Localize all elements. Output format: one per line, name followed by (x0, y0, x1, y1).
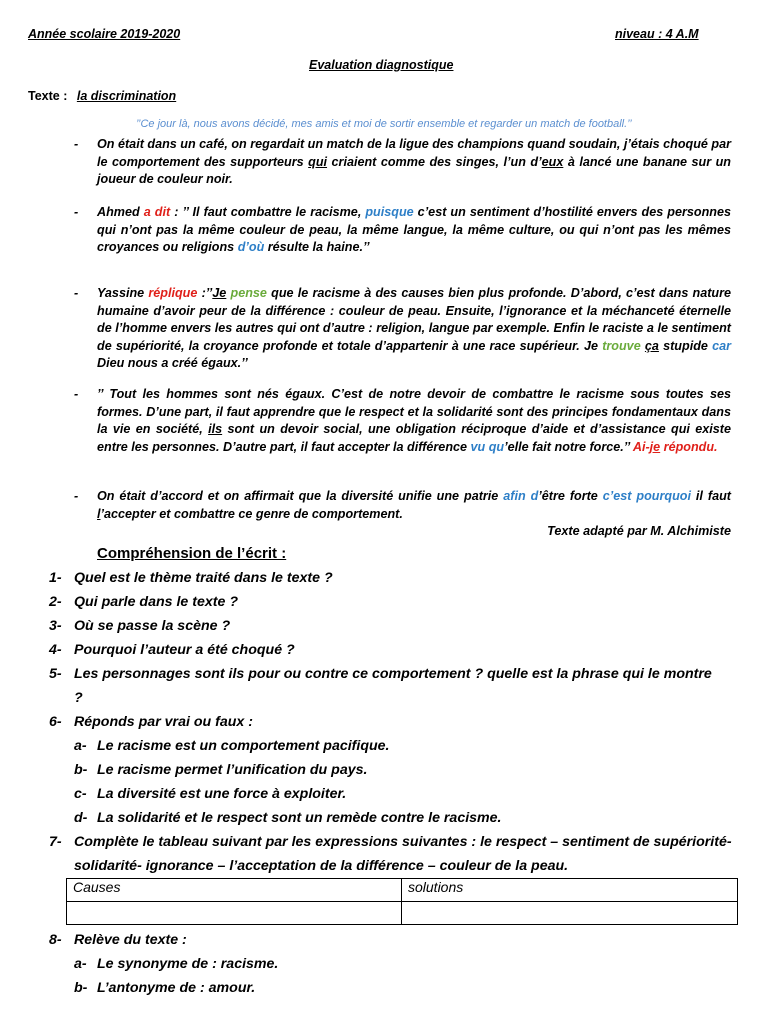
level: niveau : 4 A.M (615, 27, 699, 41)
bullet-dash: - (74, 387, 79, 401)
q8-item-a: Le synonyme de : racisme. (97, 956, 279, 972)
question-number: 6- (49, 714, 62, 730)
texte-title: la discrimination (76, 89, 177, 103)
bullet-dash: - (74, 286, 79, 300)
paragraph-5: On était d’accord et on affirmait que la diversité unifie une patrie afin d’être forte c’est pourquoi il faut l’accepter et combattre ce genre de comportement. (97, 489, 731, 521)
paragraph-1: On était dans un café, on regardait un match de la ligue des champions quand soudain, j’étais choqué par le comportement des supporteurs qui criaient comme des singes, l’un d’eux à lancé une banane sur un joueur de couleur noir. (97, 137, 732, 186)
q6-item-d: La solidarité et le respect sont un remède contre le racisme. (97, 810, 502, 826)
option-letter: d- (74, 810, 88, 826)
question-number: 1- (49, 570, 62, 586)
text-label (28, 89, 176, 103)
question-3: Où se passe la scène ? (74, 618, 231, 634)
table-cell-solutions[interactable] (402, 902, 738, 925)
option-letter: a- (74, 738, 87, 754)
q6-item-b: Le racisme permet l’unification du pays. (97, 762, 368, 778)
bullet-dash: - (74, 489, 79, 503)
question-number: 3- (49, 618, 62, 634)
question-5: Les personnages sont ils pour ou contre ce comportement ? quelle est la phrase qui le montre ? (74, 666, 712, 706)
text-source: Texte adapté par M. Alchimiste (547, 524, 731, 538)
intro-quote: ’’Ce jour là, nous avons décidé, mes amis et moi de sortir ensemble et regarder un match de football.’’ (136, 118, 632, 130)
paragraph-3: Yassine réplique :’’Je pense que le racisme à des causes bien plus profonde. D’abord, c’est dans nature humaine d’avoir peur de la différence : couleur de peau. Ensuite, l’ignorance et la méchanceté éternelle de l’homme envers les autres qui ont d’autre : religion, langue par exemple. Enfin le raciste a le sentiment de supériorité, la croyance profonde et totale d’appartenir à une race supérieur. Je trouve ça stupide car Dieu nous a créé égaux.’’ (97, 286, 732, 370)
question-6: Réponds par vrai ou faux : (74, 714, 253, 730)
paragraph-2: Ahmed a dit : ’’ Il faut combattre le racisme, puisque c’est un sentiment d’hostilité envers des personnes qui n’ont pas la même couleur de peau, la même langue, la même culture, ou qui n’ont pas les mêmes croyances ou religions d’où résulte la haine.’’ (97, 205, 731, 254)
paragraph-4: ’’ Tout les hommes sont nés égaux. C’est de notre devoir de combattre le racisme sous toutes ses formes. D’une part, il faut apprendre que le respect et la solidarité sont des principes fondamentaux dans la vie en société, ils sont un devoir social, une obligation réciproque d’aide et d’assistance qui existe entre les personnes. D’autre part, il faut accepter la différence vu qu’elle fait notre force.’’ Ai-je répondu. (97, 387, 731, 454)
table-header-solutions: solutions (402, 879, 738, 902)
answer-table (66, 878, 738, 925)
question-1: Quel est le thème traité dans le texte ? (74, 570, 333, 586)
question-7: Complète le tableau suivant par les expressions suivantes : le respect – sentiment de supériorité- solidarité- ignorance – l’acceptation de la différence – couleur de la peau. (74, 834, 732, 874)
option-letter: b- (74, 980, 88, 996)
comprehension-title: Compréhension de l’écrit : (97, 545, 287, 562)
q8-item-b: L’antonyme de : amour. (97, 980, 256, 996)
bullet-dash: - (74, 137, 79, 151)
question-number: 5- (49, 666, 62, 682)
option-letter: a- (74, 956, 87, 972)
question-number: 2- (49, 594, 62, 610)
school-year: Année scolaire 2019-2020 (28, 27, 181, 41)
q6-item-c: La diversité est une force à exploiter. (97, 786, 347, 802)
page-title: Evaluation diagnostique (309, 58, 454, 72)
option-letter: b- (74, 762, 88, 778)
table-cell-causes[interactable] (67, 902, 402, 925)
question-number: 7- (49, 834, 62, 850)
question-2: Qui parle dans le texte ? (74, 594, 238, 610)
option-letter: c- (74, 786, 87, 802)
q6-item-a: Le racisme est un comportement pacifique. (97, 738, 390, 754)
question-8: Relève du texte : (74, 932, 187, 948)
table-header-causes: Causes (67, 879, 402, 902)
texte-label: Texte : (28, 89, 68, 103)
question-number: 4- (49, 642, 62, 658)
question-number: 8- (49, 932, 62, 948)
question-4: Pourquoi l’auteur a été choqué ? (74, 642, 295, 658)
bullet-dash: - (74, 205, 79, 219)
